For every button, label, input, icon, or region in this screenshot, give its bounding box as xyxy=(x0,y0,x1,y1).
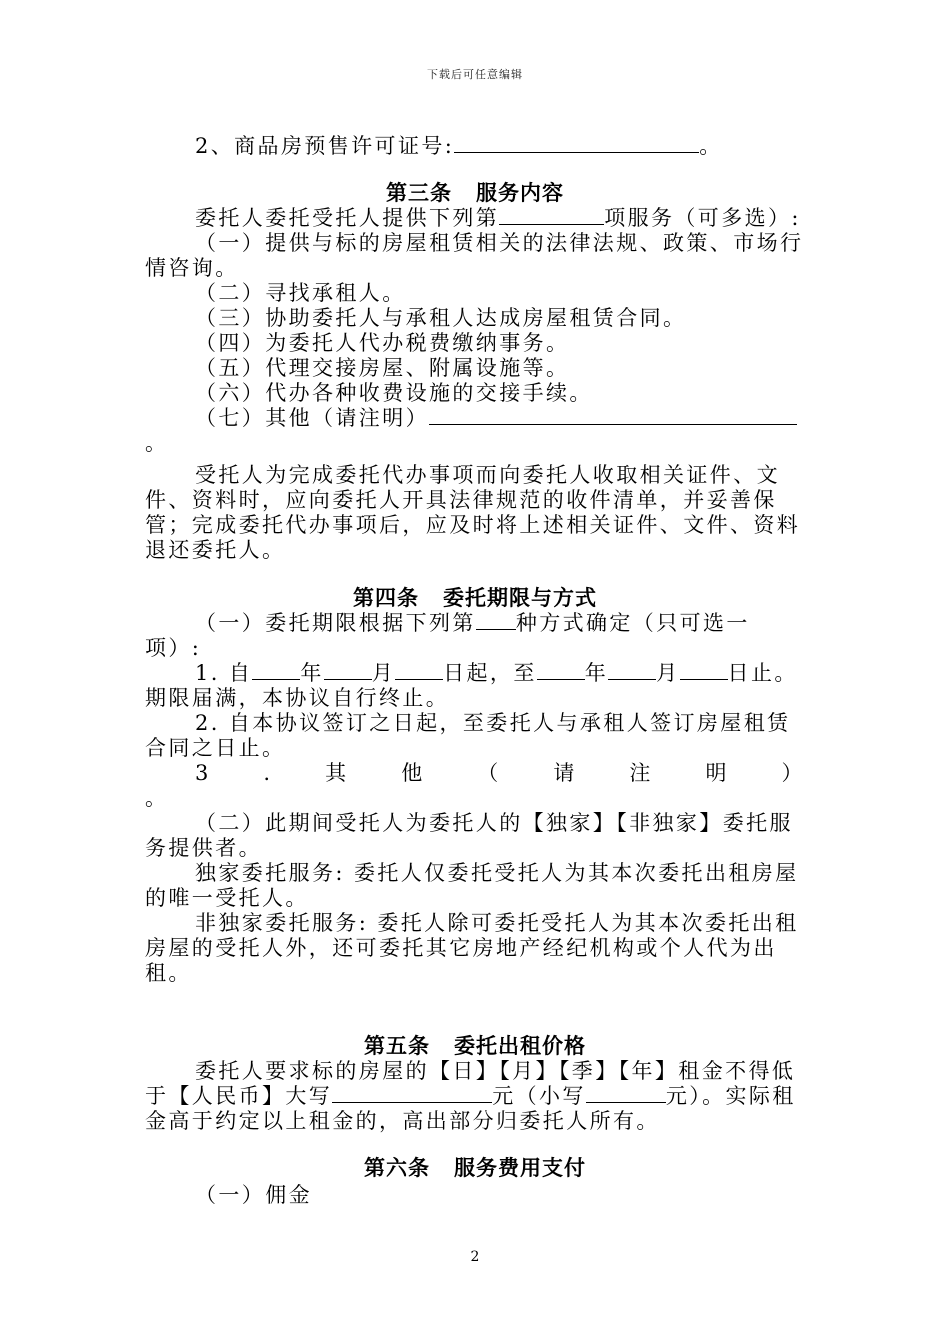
article-4-title xyxy=(145,586,805,611)
article-5-heading: 委托出租价格 xyxy=(454,1034,586,1058)
service-item-5: （五）代理交接房屋、附属设施等。 xyxy=(195,356,570,380)
date-text: 月 xyxy=(371,661,396,685)
end-year-blank xyxy=(537,661,585,680)
option-3-char: 明 xyxy=(705,761,729,785)
term-method-text-end: 种方式确定（只可选一项）: xyxy=(145,611,750,660)
rent-price-text-end: 元）。实际租金高于约定以上租金的，高出部分归委托人所有。 xyxy=(145,1084,796,1133)
commission-heading: （一）佣金 xyxy=(195,1183,312,1207)
page-number: 2 xyxy=(470,1249,480,1265)
article-5-title xyxy=(145,1034,805,1059)
service-item-7-label: （七）其他（请注明） xyxy=(195,406,429,430)
date-text: 年 xyxy=(584,661,609,685)
date-text: 日止。 xyxy=(727,661,798,685)
end-day-blank xyxy=(680,661,728,680)
item-presale-permit xyxy=(145,134,805,159)
service-item-1: （一）提供与标的房屋租赁相关的法律法规、政策、市场行情咨询。 xyxy=(145,231,804,280)
term-option-2: 2. 自本协议签订之日起，至委托人与承租人签订房屋租赁合同之日止。 xyxy=(145,711,791,760)
service-other-blank xyxy=(429,406,797,425)
term-method-blank xyxy=(476,611,516,630)
page-header: 下载后可任意编辑 xyxy=(427,68,523,81)
intro-text-end: 项服务（可多选）: xyxy=(604,206,801,230)
term-option-3 xyxy=(145,761,805,786)
presale-permit-blank xyxy=(454,134,699,153)
article-6-heading: 服务费用支付 xyxy=(454,1156,586,1180)
option-3-char: . xyxy=(263,761,273,785)
date-text: 月 xyxy=(656,661,680,685)
amount-figures-blank xyxy=(586,1084,666,1103)
article-5-number: 第五条 xyxy=(364,1034,430,1058)
rent-price-text: 委托人要求标的房屋的【日】【月】【季】【年】租金不得低于【人民币】大写 xyxy=(145,1059,796,1108)
article-4-heading: 委托期限与方式 xyxy=(443,586,597,610)
service-item-2: （二）寻找承租人。 xyxy=(195,281,406,305)
date-text: 年 xyxy=(300,661,324,685)
article-3-title xyxy=(145,181,805,206)
end-month-blank xyxy=(608,661,656,680)
term-option-1-note: 期限届满，本协议自行终止。 xyxy=(145,686,450,710)
article-3-number: 第三条 xyxy=(386,181,452,205)
exclusive-definition: 独家委托服务: 委托人仅委托受托人为其本次委托出租房屋的唯一受托人。 xyxy=(145,861,799,910)
date-text: 日起，至 xyxy=(443,661,537,685)
presale-permit-label: 2、商品房预售许可证号: xyxy=(195,134,455,158)
option-3-char: 3 xyxy=(195,761,211,785)
option-3-char: （ xyxy=(477,761,501,785)
non-exclusive-definition: 非独家委托服务: 委托人除可委托受托人为其本次委托出租房屋的受托人外，还可委托其它房地产经纪机构或个人代为出租。 xyxy=(145,911,799,985)
option-3-char: 请 xyxy=(553,761,577,785)
article-3-documents-paragraph: 受托人为完成委托代办事项而向委托人收取相关证件、文件、资料时，应向委托人开具法律规范的收件清单，并妥善保管；完成委托代办事项后，应及时将上述相关证件、文件、资料退还委托人。 xyxy=(145,463,801,562)
term-method xyxy=(145,611,805,661)
service-item-7-end: 。 xyxy=(145,431,169,455)
article-3-heading: 服务内容 xyxy=(476,181,564,205)
option-3-char: 其 xyxy=(325,761,349,785)
term-option-3-end: 。 xyxy=(145,786,169,810)
start-month-blank xyxy=(324,661,372,680)
service-item-6: （六）代办各种收费设施的交接手续。 xyxy=(195,381,593,405)
option-3-char: 他 xyxy=(401,761,425,785)
term-option-1 xyxy=(145,661,805,686)
article-3-intro xyxy=(145,206,805,231)
service-item-7 xyxy=(145,406,805,431)
article-6-number: 第六条 xyxy=(364,1156,430,1180)
article-6-title xyxy=(145,1156,805,1181)
start-day-blank xyxy=(395,661,443,680)
date-text: 1. 自 xyxy=(195,661,253,685)
exclusivity-clause: （二）此期间受托人为委托人的【独家】【非独家】委托服务提供者。 xyxy=(145,811,793,860)
service-item-4: （四）为委托人代办税费缴纳事务。 xyxy=(195,331,570,355)
option-3-char: 注 xyxy=(629,761,653,785)
service-item-3: （三）协助委托人与承租人达成房屋租赁合同。 xyxy=(195,306,687,330)
amount-words-blank xyxy=(332,1084,492,1103)
rent-price-text-mid: 元（小写 xyxy=(492,1084,586,1108)
start-year-blank xyxy=(252,661,300,680)
intro-text: 委托人委托受托人提供下列第 xyxy=(195,206,500,230)
presale-permit-end: 。 xyxy=(699,134,723,158)
rent-price-clause xyxy=(145,1059,805,1134)
option-3-char: ） xyxy=(781,761,805,785)
article-4-number: 第四条 xyxy=(353,586,419,610)
term-method-text: （一）委托期限根据下列第 xyxy=(195,611,476,635)
service-items-blank xyxy=(499,206,604,225)
document-body xyxy=(145,134,805,1208)
